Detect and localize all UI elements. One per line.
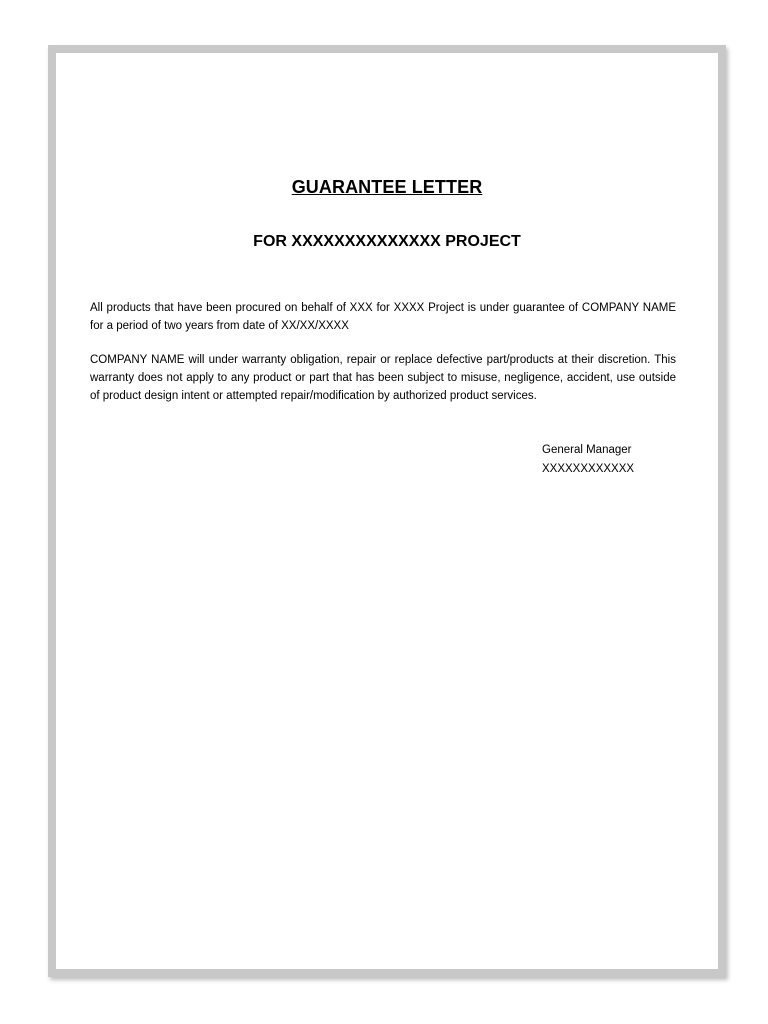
signatory-position: General Manager (542, 444, 632, 456)
guarantee-paragraph: All products that have been procured on behalf of XXX for XXXX Project is under guarantee of COMPANY NAME for a period of two years from date of XX/XX/XXXX (90, 302, 676, 332)
document-page (48, 45, 726, 977)
signatory-name: XXXXXXXXXXXX (542, 463, 635, 475)
warranty-paragraph: COMPANY NAME will under warranty obligation, repair or replace defective part/products at their discretion. This warranty does not apply to any product or part that has been subject to misuse, negligence, accident, use outside of product design intent or attempted repair/modification by authorized product services. (90, 354, 676, 402)
signature-block (542, 441, 634, 479)
letter-subtitle: FOR XXXXXXXXXXXXXX PROJECT (253, 233, 521, 250)
letter-title: GUARANTEE LETTER (291, 177, 483, 197)
